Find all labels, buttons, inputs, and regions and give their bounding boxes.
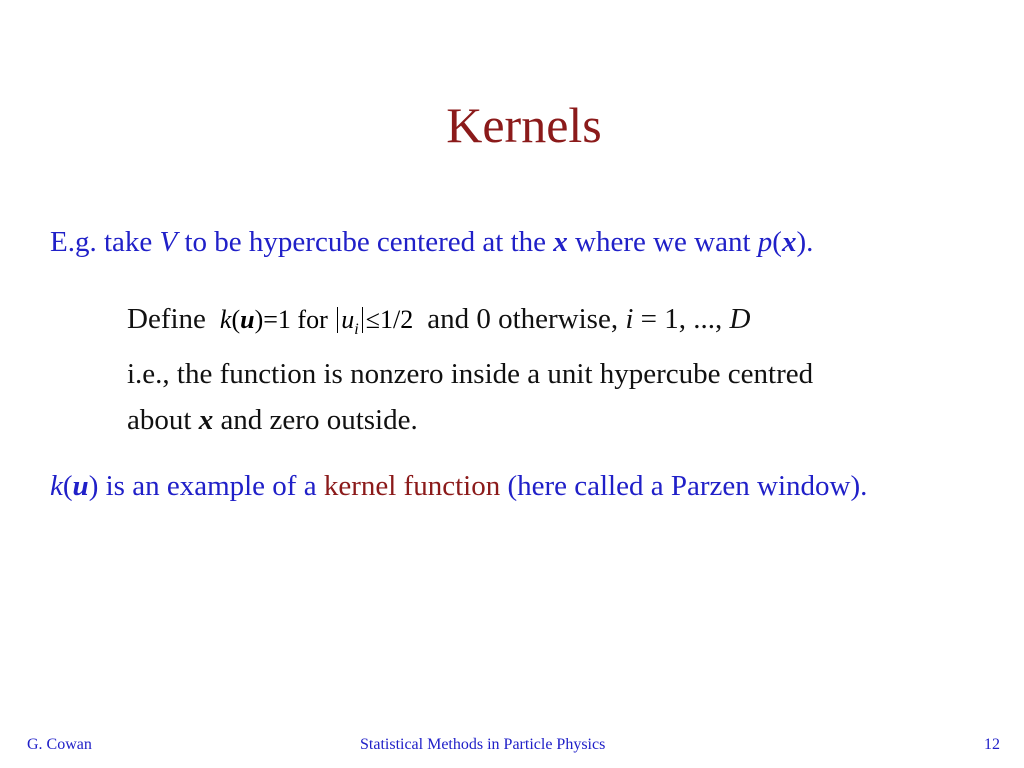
math-paren: ) xyxy=(88,470,99,502)
slide-title: Kernels xyxy=(446,97,602,153)
kernel-function-term: kernel function xyxy=(323,470,501,502)
explanation-line-2 xyxy=(127,404,418,437)
math-paren: ( xyxy=(231,305,241,334)
math-k: k xyxy=(219,305,232,334)
text-fragment: where we want xyxy=(567,226,758,258)
text-fragment: to be hypercube centered at the xyxy=(177,226,554,258)
math-v: V xyxy=(159,226,178,258)
math-p: p xyxy=(757,226,773,258)
math-d: D xyxy=(729,303,751,335)
math-i: i xyxy=(625,303,634,335)
text-fragment: and 0 otherwise, xyxy=(427,303,626,335)
math-x: x xyxy=(553,226,568,258)
define-label: Define xyxy=(127,303,206,335)
math-subscript-i: i xyxy=(354,321,359,339)
explanation-line: i.e., the function is nonzero inside a unit hypercube centred xyxy=(127,358,814,390)
text-fragment: (here called a Parzen window). xyxy=(500,470,868,502)
footer-page-number: 12 xyxy=(984,736,1000,753)
abs-bar-left xyxy=(337,307,338,333)
footer-author: G. Cowan xyxy=(27,736,92,753)
text-fragment: E.g. take xyxy=(50,226,160,258)
math-x: x xyxy=(781,226,797,258)
math-x: x xyxy=(198,404,214,436)
parzen-window-sentence xyxy=(50,470,867,503)
text-fragment: is an example of a xyxy=(98,470,324,502)
math-u: u xyxy=(240,305,255,334)
math-u: u xyxy=(72,470,89,502)
math-eq: =1 for xyxy=(263,305,335,334)
footer-course: Statistical Methods in Particle Physics xyxy=(360,736,606,753)
abs-bar-right xyxy=(362,307,363,333)
math-u-component: u xyxy=(341,305,355,334)
hypercube-sentence xyxy=(50,226,813,259)
math-paren: ( xyxy=(62,470,73,502)
math-k: k xyxy=(50,470,63,502)
text-fragment: = 1, ..., xyxy=(633,303,730,335)
define-kernel-line xyxy=(127,303,750,339)
text-fragment: and zero outside. xyxy=(213,404,418,436)
math-paren: ) xyxy=(254,305,264,334)
math-paren: ). xyxy=(796,226,814,258)
text-fragment: about xyxy=(127,404,199,436)
kernel-formula xyxy=(219,305,414,339)
math-paren: ( xyxy=(772,226,782,258)
math-leq-half: ≤1/2 xyxy=(365,305,414,334)
